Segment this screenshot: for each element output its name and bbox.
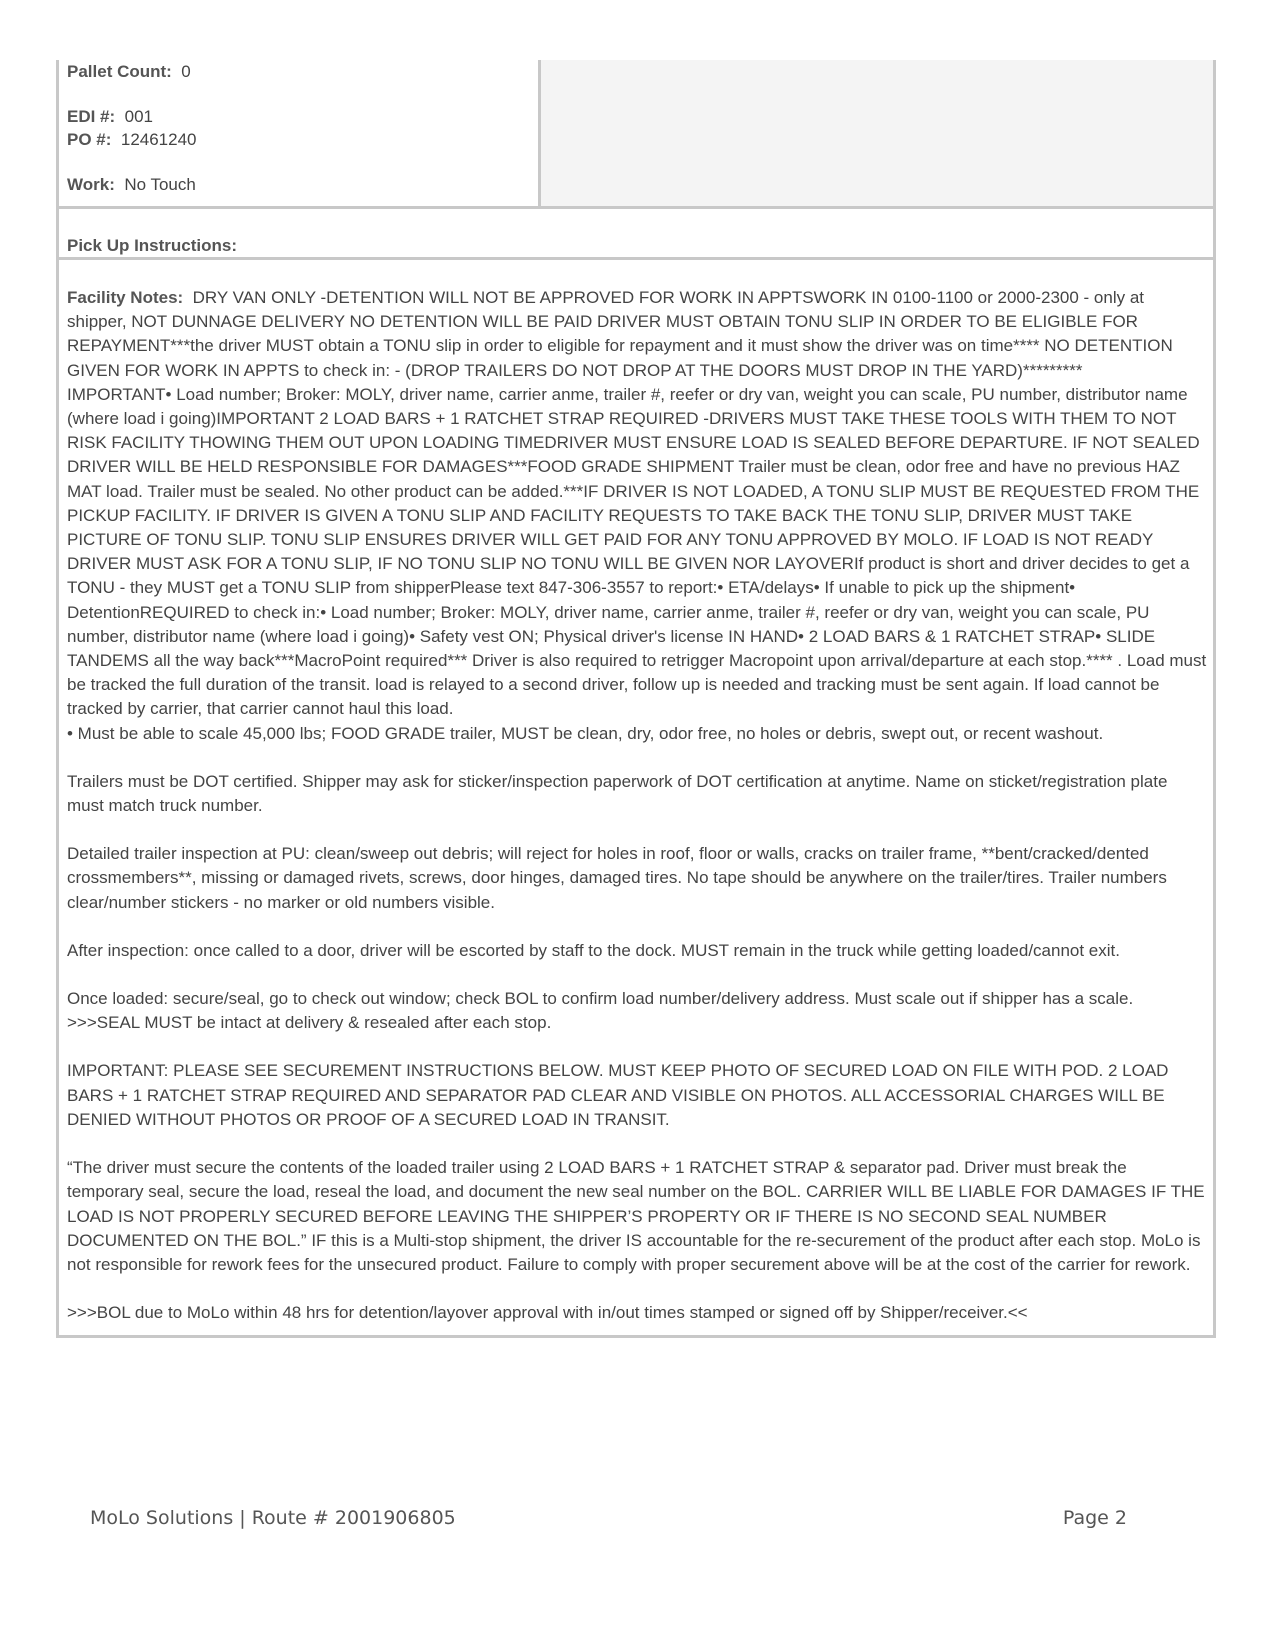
- pallet-count: [67, 60, 530, 83]
- work-value: No Touch: [124, 175, 196, 194]
- po-value: 12461240: [120, 130, 197, 149]
- details-cell: [59, 60, 541, 206]
- edi-label: EDI #:: [67, 107, 116, 126]
- facility-notes-paragraph-9: “The driver must secure the contents of the loaded trailer using 2 LOAD BARS + 1 RATCHET STRAP & separator pad. Driver must break the temporary seal, secure the load, reseal the load, and document the new seal number on the BOL. CARRIER WILL BE LIABLE FOR DAMAGES IF THE LOAD IS NOT PROPERLY SECURED BEFORE LEAVING THE SHIPPER’S PROPERTY OR IF THERE IS NO SECOND SEAL NUMBER DOCUMENTED ON THE BOL.” IF this is a Multi-stop shipment, the driver IS accountable for the re-securement of the product after each stop. MoLo is not responsible for rework fees for the unsecured product. Failure to comply with proper securement above will be at the cost of the carrier for rework.: [67, 1158, 1205, 1274]
- facility-notes-paragraph-1: [67, 286, 1207, 383]
- pickup-instructions-label: Pick Up Instructions:: [67, 236, 238, 255]
- po-number: [67, 128, 530, 151]
- po-label: PO #:: [67, 130, 112, 149]
- instructions-table: [56, 60, 1216, 1338]
- pallet-count-value: 0: [181, 62, 191, 81]
- work-label: Work:: [67, 175, 115, 194]
- work-type: [67, 173, 530, 196]
- facility-notes-paragraph-2: IMPORTANT• Load number; Broker: MOLY, driver name, carrier anme, trailer #, reefer or dry van, weight you can scale, PU number, distributor name (where load i going)IMPORTANT 2 LOAD BARS + 1 RATCHET STRAP REQUIRED -DRIVERS MUST TAKE THESE TOOLS WITH THEM TO NOT RISK FACILITY THOWING THEM OUT UPON LOADING TIMEDRIVER MUST ENSURE LOAD IS SEALED BEFORE DEPARTURE. IF NOT SEALED DRIVER WILL BE HELD RESPONSIBLE FOR DAMAGES***FOOD GRADE SHIPMENT Trailer must be clean, odor free and have no previous HAZ MAT load. Trailer must be sealed. No other product can be added.***IF DRIVER IS NOT LOADED, A TONU SLIP MUST BE REQUESTED FROM THE PICKUP FACILITY. IF DRIVER IS GIVEN A TONU SLIP AND FACILITY REQUESTS TO TAKE BACK THE TONU SLIP, DRIVER MUST TAKE PICTURE OF TONU SLIP. TONU SLIP ENSURES DRIVER WILL GET PAID FOR ANY TONU APPROVED BY MOLO. IF LOAD IS NOT READY DRIVER MUST ASK FOR A TONU SLIP, IF NO TONU SLIP NO TONU WILL BE GIVEN NOR LAYOVERIf product is short and driver decides to get a TONU - they MUST get a TONU SLIP from shipperPlease text 847-306-3557 to report:• ETA/delays• If unable to pick up the shipment• DetentionREQUIRED to check in:• Load number; Broker: MOLY, driver name, carrier anme, trailer #, reefer or dry van, weight you can scale, PU number, distributor name (where load i going)• Safety vest ON; Physical driver's license IN HAND• 2 LOAD BARS & 1 RATCHET STRAP• SLIDE TANDEMS all the way back***MacroPoint required*** Driver is also required to retrigger Macropoint upon arrival/departure at each stop.**** . Load must be tracked the full duration of the transit. load is relayed to a second driver, follow up is needed and tracking must be sent again. If load cannot be tracked by carrier, that carrier cannot haul this load.: [67, 384, 1207, 719]
- facility-notes-text-1: DRY VAN ONLY -DETENTION WILL NOT BE APPROVED FOR WORK IN APPTSWORK IN 0100-1100 or 2000-2300 - only at shipper, NOT DUNNAGE DELIVERY NO DETENTION WILL BE PAID DRIVER MUST OBTAIN TONU SLIP IN ORDER TO BE ELIGIBLE FOR REPAYMENT***the driver MUST obtain a TONU slip in order to eligible for repayment and it must show the driver was on time**** NO DETENTION GIVEN FOR WORK IN APPTS to check in: - (DROP TRAILERS DO NOT DROP AT THE DOORS MUST DROP IN THE YARD)*********: [67, 288, 1173, 380]
- footer-page-number: Page 2: [1062, 1507, 1127, 1529]
- pallet-count-label: Pallet Count:: [67, 62, 172, 81]
- facility-notes-paragraph-3: • Must be able to scale 45,000 lbs; FOOD GRADE trailer, MUST be clean, dry, odor free, no holes or debris, swept out, or recent washout.: [67, 723, 1104, 743]
- facility-notes-paragraph-5: Detailed trailer inspection at PU: clean/sweep out debris; will reject for holes in roof, floor or walls, cracks on trailer frame, **bent/cracked/dented crossmembers**, missing or damaged rivets, screws, door hinges, damaged tires. No tape should be anywhere on the trailer/tires. Trailer numbers clear/number stickers - no marker or old numbers visible.: [67, 844, 1167, 912]
- footer-route: MoLo Solutions | Route # 2001906805: [90, 1507, 456, 1529]
- edi-value: 001: [124, 107, 154, 126]
- facility-notes-paragraph-8: IMPORTANT: PLEASE SEE SECUREMENT INSTRUCTIONS BELOW. MUST KEEP PHOTO OF SECURED LOAD ON FILE WITH POD. 2 LOAD BARS + 1 RATCHET STRAP REQUIRED AND SEPARATOR PAD CLEAR AND VISIBLE ON PHOTOS. ALL ACCESSORIAL CHARGES WILL BE DENIED WITHOUT PHOTOS OR PROOF OF A SECURED LOAD IN TRANSIT.: [67, 1061, 1169, 1129]
- spacer: [67, 83, 530, 105]
- pickup-instructions-row: [59, 209, 1213, 260]
- spacer: [67, 151, 530, 173]
- facility-notes-paragraph-10: >>>BOL due to MoLo within 48 hrs for detention/layover approval with in/out times stamped or signed off by Shipper/receiver.<<: [67, 1303, 1028, 1323]
- facility-notes-paragraph-4: Trailers must be DOT certified. Shipper may ask for sticker/inspection paperwork of DOT certification at anytime. Name on sticket/registration plate must match truck number.: [67, 771, 1168, 816]
- facility-notes-label: Facility Notes:: [67, 288, 184, 307]
- empty-shaded-cell: [541, 60, 1213, 206]
- facility-notes-paragraph-6: After inspection: once called to a door, driver will be escorted by staff to the dock. MUST remain in the truck while getting loaded/cannot exit.: [67, 940, 1120, 960]
- facility-notes-row: [59, 260, 1213, 1335]
- details-row: [59, 60, 1213, 209]
- facility-notes-paragraph-7: Once loaded: secure/seal, go to check out window; check BOL to confirm load number/delivery address. Must scale out if shipper has a scale. >>>SEAL MUST be intact at delivery & resealed after each stop.: [67, 989, 1134, 1033]
- edi-number: [67, 105, 530, 128]
